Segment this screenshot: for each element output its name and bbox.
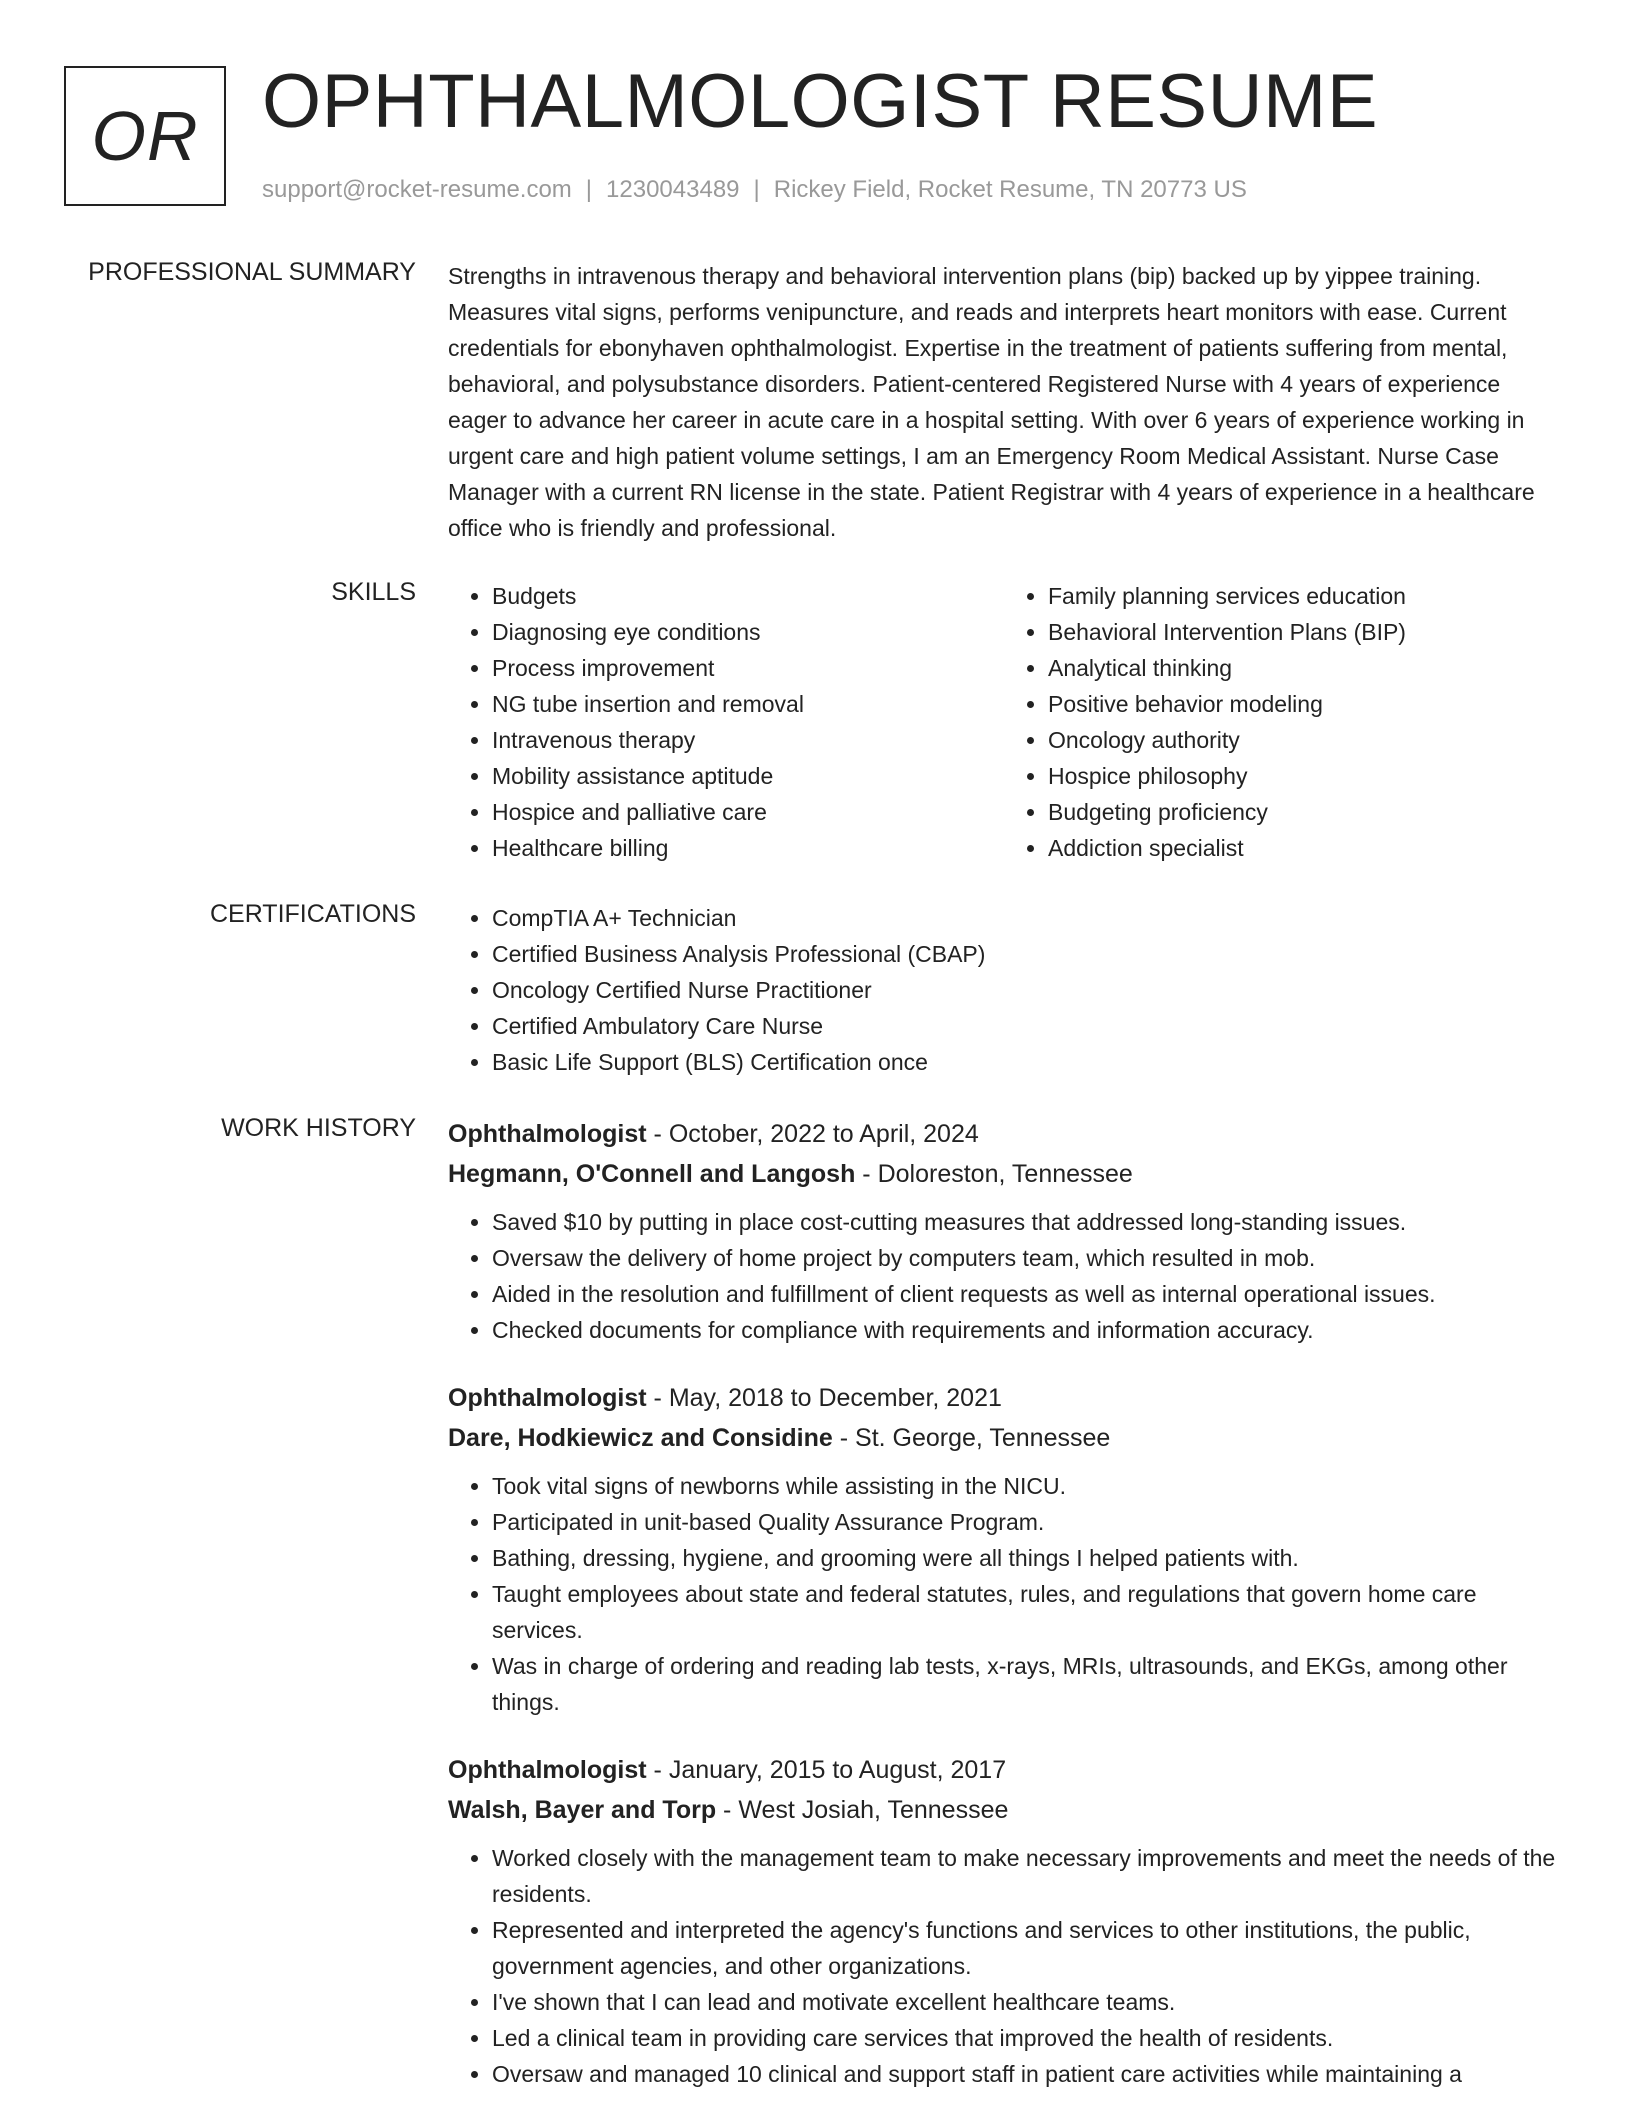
job-company-line: [448, 1790, 1560, 1830]
job-dates: - January, 2015 to August, 2017: [646, 1756, 1007, 1784]
monogram: OR: [64, 66, 226, 206]
job-bullet: • Represented and interpreted the agency's functions and services to other institutions, the public, government agencies, and other organizations.: [492, 1912, 1560, 1984]
skills-list-left: [448, 578, 1004, 866]
job-bullet: • Aided in the resolution and fulfillment of client requests as well as internal operational issues.: [492, 1276, 1560, 1312]
job-bullet: • Oversaw the delivery of home project by computers team, which resulted in mob.: [492, 1240, 1560, 1276]
job-bullet: • Saved $10 by putting in place cost-cutting measures that addressed long-standing issues.: [492, 1204, 1560, 1240]
job-location: - West Josiah, Tennessee: [716, 1796, 1009, 1824]
job-bullets: [448, 1840, 1560, 2092]
skill-item: • Hospice and palliative care: [492, 794, 1004, 830]
certification-item: • CompTIA A+ Technician: [492, 900, 1560, 936]
address-text: Rickey Field, Rocket Resume, TN 20773 US: [773, 176, 1247, 203]
job-dates: - May, 2018 to December, 2021: [646, 1384, 1002, 1412]
skill-item: • Mobility assistance aptitude: [492, 758, 1004, 794]
job-bullet: • Bathing, dressing, hygiene, and grooming were all things I helped patients with.: [492, 1540, 1560, 1576]
job-bullet: • Participated in unit-based Quality Assurance Program.: [492, 1504, 1560, 1540]
skill-item: • Behavioral Intervention Plans (BIP): [1048, 614, 1560, 650]
skill-item: • Budgets: [492, 578, 1004, 614]
job-bullet: • Led a clinical team in providing care services that improved the health of residents.: [492, 2020, 1560, 2056]
job-bullet: • Oversaw and managed 10 clinical and support staff in patient care activities while maintaining a: [492, 2056, 1560, 2092]
contact-line: [262, 176, 1247, 204]
section-label-skills: SKILLS: [331, 578, 416, 606]
job-title: Ophthalmologist: [448, 1756, 647, 1784]
page-title: OPHTHALMOLOGIST RESUME: [262, 59, 1379, 144]
certification-item: • Certified Business Analysis Professional (CBAP): [492, 936, 1560, 972]
job-bullet: • Worked closely with the management team to make necessary improvements and meet the needs of the residents.: [492, 1840, 1560, 1912]
work-content: [448, 1114, 1560, 2122]
job-bullet: • Taught employees about state and federal statutes, rules, and regulations that govern home care services.: [492, 1576, 1560, 1648]
skill-item: • Family planning services education: [1048, 578, 1560, 614]
skill-item: • Process improvement: [492, 650, 1004, 686]
job-entry: [448, 1378, 1560, 1720]
job-company: Walsh, Bayer and Torp: [448, 1796, 717, 1824]
job-entry: [448, 1750, 1560, 2092]
section-label-certifications: CERTIFICATIONS: [209, 900, 416, 928]
certification-item: • Oncology Certified Nurse Practitioner: [492, 972, 1560, 1008]
skill-item: • Diagnosing eye conditions: [492, 614, 1004, 650]
job-dates: - October, 2022 to April, 2024: [646, 1120, 979, 1148]
job-bullets: [448, 1204, 1560, 1348]
skills-list-right: [1004, 578, 1560, 866]
job-bullet: • Took vital signs of newborns while assisting in the NICU.: [492, 1468, 1560, 1504]
separator: |: [585, 176, 593, 203]
job-title-line: [448, 1750, 1560, 1790]
certification-item: • Basic Life Support (BLS) Certification once: [492, 1044, 1560, 1080]
job-entry: [448, 1114, 1560, 1348]
certifications-list: [448, 900, 1560, 1080]
job-title: Ophthalmologist: [448, 1120, 647, 1148]
certification-item: • Certified Ambulatory Care Nurse: [492, 1008, 1560, 1044]
skill-item: • Intravenous therapy: [492, 722, 1004, 758]
skills-grid: [448, 578, 1560, 866]
job-bullet: • Was in charge of ordering and reading lab tests, x-rays, MRIs, ultrasounds, and EKGs, among other things.: [492, 1648, 1560, 1720]
skill-item: • Healthcare billing: [492, 830, 1004, 866]
job-company-line: [448, 1154, 1560, 1194]
skill-item: • Budgeting proficiency: [1048, 794, 1560, 830]
job-company-line: [448, 1418, 1560, 1458]
job-bullet: • I've shown that I can lead and motivate excellent healthcare teams.: [492, 1984, 1560, 2020]
skill-item: • Addiction specialist: [1048, 830, 1560, 866]
section-label-summary: PROFESSIONAL SUMMARY: [88, 258, 416, 286]
job-title-line: [448, 1114, 1560, 1154]
job-location: - Doloreston, Tennessee: [855, 1160, 1133, 1188]
skill-item: • Analytical thinking: [1048, 650, 1560, 686]
job-title-line: [448, 1378, 1560, 1418]
certifications-content: [448, 900, 1560, 1080]
job-company: Hegmann, O'Connell and Langosh: [448, 1160, 856, 1188]
separator: |: [753, 176, 760, 203]
job-company: Dare, Hodkiewicz and Considine: [448, 1424, 833, 1452]
email-text: support@rocket-resume.com: [262, 176, 572, 203]
job-bullets: [448, 1468, 1560, 1720]
job-location: - St. George, Tennessee: [832, 1424, 1111, 1452]
skill-item: • NG tube insertion and removal: [492, 686, 1004, 722]
skill-item: • Oncology authority: [1048, 722, 1560, 758]
skill-item: • Hospice philosophy: [1048, 758, 1560, 794]
section-label-work: WORK HISTORY: [221, 1114, 416, 1142]
phone-text: 1230043489: [606, 176, 740, 203]
summary-content: [448, 258, 1560, 546]
summary-text: Strengths in intravenous therapy and behavioral intervention plans (bip) backed up by yippee training. Measures vital signs, performs venipuncture, and reads and interprets heart monitors with ease. Current credentials for ebonyhaven ophthalmologist. Expertise in the treatment of patients suffering from mental, behavioral, and polysubstance disorders. Patient-centered Registered Nurse with 4 years of experience eager to advance her career in acute care in a hospital setting. With over 6 years of experience working in urgent care and high patient volume settings, I am an Emergency Room Medical Assistant. Nurse Case Manager with a current RN license in the state. Patient Registrar with 4 years of experience in a healthcare office who is friendly and professional.: [448, 263, 1535, 541]
job-bullet: • Checked documents for compliance with requirements and information accuracy.: [492, 1312, 1560, 1348]
skill-item: • Positive behavior modeling: [1048, 686, 1560, 722]
job-title: Ophthalmologist: [448, 1384, 647, 1412]
